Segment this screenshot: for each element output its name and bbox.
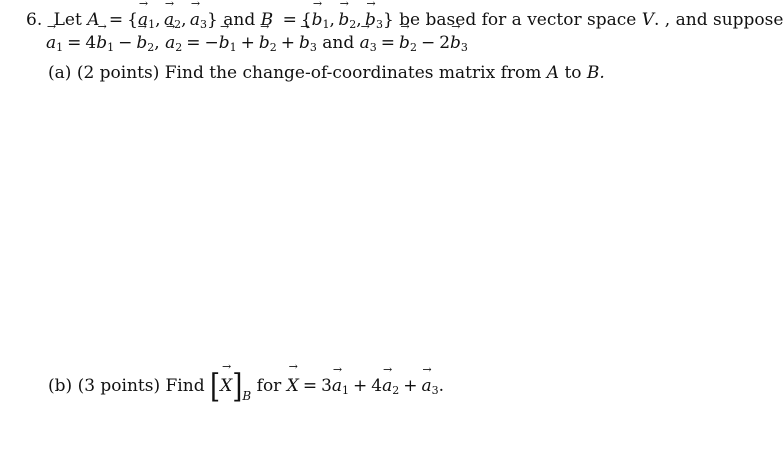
part-a-from-set: A <box>546 63 560 83</box>
part-a-text: Find the change-of-coordinates matrix from <box>164 63 542 83</box>
relation-a3: $a \to_3 = b \to_2 - 2b \to_3$ <box>360 33 468 53</box>
let-word: Let <box>53 10 82 30</box>
vector-space-symbol: V <box>641 10 654 30</box>
equals-symbol: = <box>282 10 297 30</box>
relation-a1: $a \to_1 = 4b \to_1 - b \to_2$, <box>46 33 160 53</box>
part-b-label: (b) <box>48 376 73 396</box>
basis-text: be based for a vector space <box>399 10 637 30</box>
part-a-points: (2 points) <box>76 63 160 83</box>
suppose-text: . , and suppose <box>654 10 783 30</box>
part-a-to-set: B. <box>586 63 605 83</box>
equals-symbol: = <box>108 10 124 30</box>
part-b-points: (3 points) <box>77 376 161 396</box>
question-number: 6. <box>26 10 43 30</box>
set-b-symbol: B <box>260 10 274 30</box>
x-definition: X → = $3a \to_1 + 4a \to_2 + a \to_3$. <box>287 376 444 396</box>
set-a-symbol: A <box>87 10 100 30</box>
part-b-find: Find <box>165 376 205 396</box>
relations-and-word: and <box>322 33 355 53</box>
part-b-for-word: for <box>256 376 282 396</box>
part-b <box>48 368 445 407</box>
part-a <box>48 62 605 84</box>
and-word: and <box>223 10 256 30</box>
problem-statement-line-2 <box>46 32 468 59</box>
basis-a-set: {$a \to_1$, $a \to_2$, $a \to_3$} <box>127 10 218 30</box>
coordinate-vector-expression: $[X \to]_B$ <box>210 376 251 396</box>
part-a-to-word: to <box>564 63 582 83</box>
part-a-label: (a) <box>48 63 72 83</box>
relation-a2: $a \to_2 = -b \to_1 + b \to_2 + b \to_3$ <box>165 33 317 53</box>
basis-b-set: {$b \to_1$, $b \to_2$, $b \to_3$} <box>301 10 394 30</box>
